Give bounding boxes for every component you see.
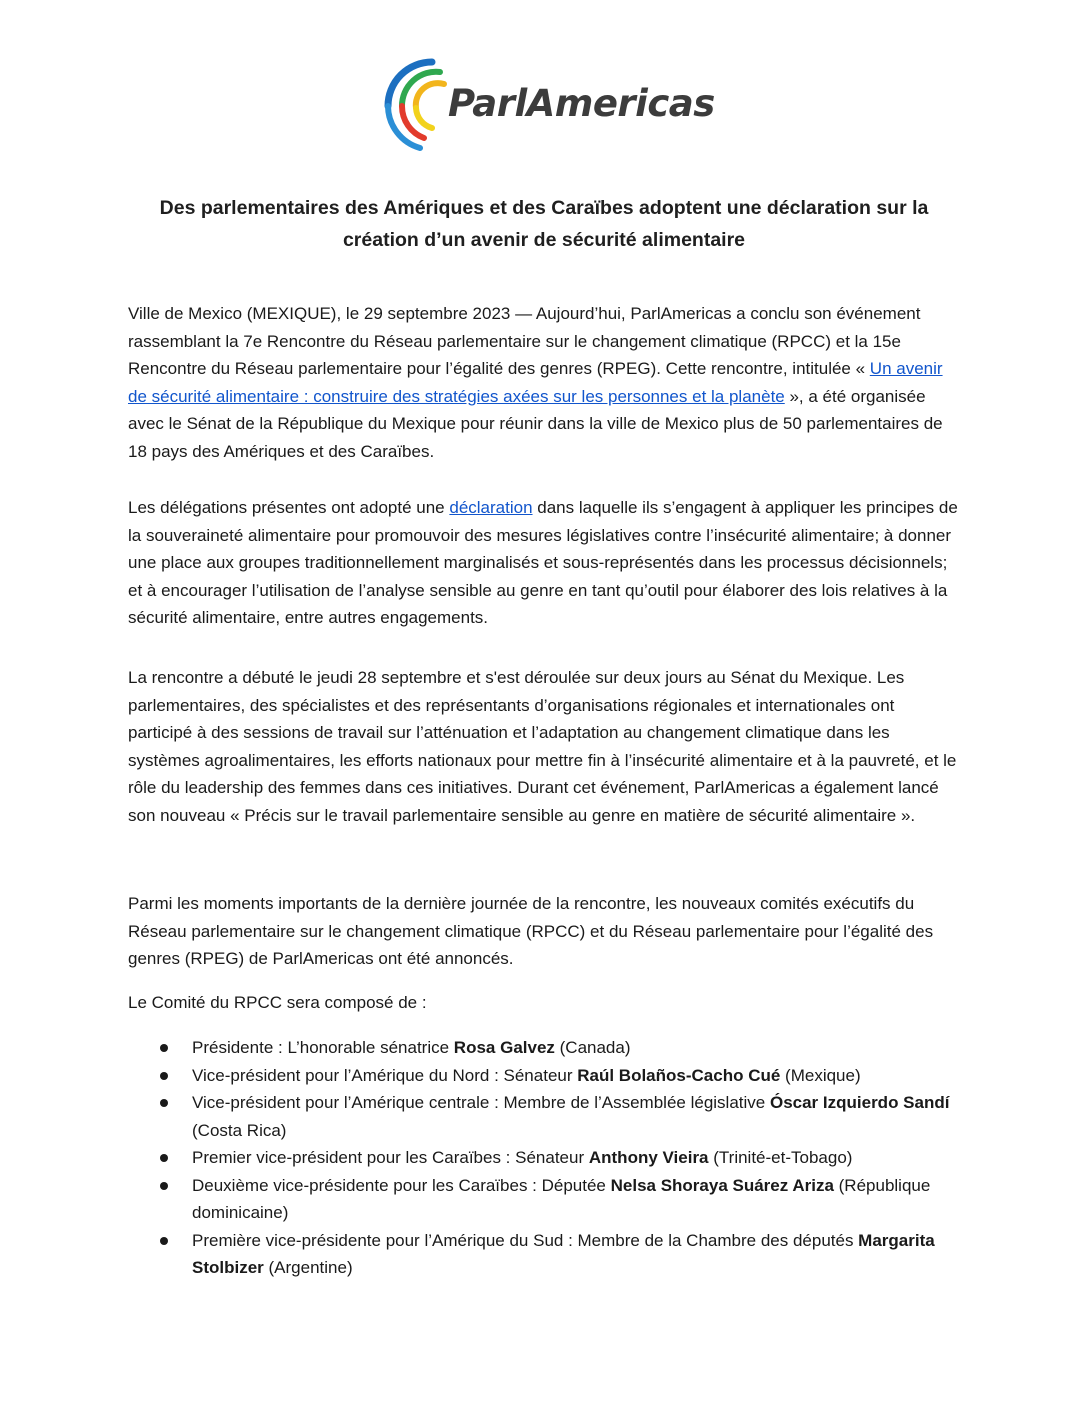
list-item: Deuxième vice-présidente pour les Caraïbes : Députée Nelsa Shoraya Suárez Ariza (République dominicaine) (128, 1172, 963, 1227)
paragraph-committee-intro: Le Comité du RPCC sera composé de : (128, 993, 427, 1012)
paragraph-meeting: La rencontre a débuté le jeudi 28 septembre et s'est déroulée sur deux jours au Sénat du Mexique. Les parlementaires, des spécialistes et des représentants d’organisations régionales et internationales ont participé à des sessions de travail sur l’atténuation et l’adaptation au changement climatique dans les systèmes agroalimentaires, les efforts nationaux pour mettre fin à l’insécurité alimentaire et à la pauvreté, et le rôle du leadership des femmes dans ces initiatives. Durant cet événement, ParlAmericas a également lancé son nouveau « Précis sur le travail parlementaire sensible au genre en matière de sécurité alimentaire ». (128, 668, 957, 825)
committee-member-list (128, 1034, 963, 1282)
list-item: Premier vice-président pour les Caraïbes : Sénateur Anthony Vieira (Trinité-et-Tobago) (128, 1144, 963, 1172)
event-title-link[interactable]: Un avenir de sécurité alimentaire : construire des stratégies axées sur les personnes et la planète (128, 359, 943, 406)
member-name: Nelsa Shoraya Suárez Ariza (610, 1175, 834, 1195)
member-name: Óscar Izquierdo Sandí (769, 1093, 950, 1112)
paragraph-committees: Parmi les moments importants de la dernière journée de la rencontre, les nouveaux comités exécutifs du Réseau parlementaire sur le changement climatique (RPCC) et du Réseau parlementaire pour l’égalité des genres (RPEG) de ParlAmericas ont été annoncés. (128, 894, 934, 968)
member-name: Margarita Stolbizer (192, 1230, 935, 1277)
paragraph-text: dans laquelle ils s’engagent à appliquer les principes de la souveraineté alimentaire pour promouvoir des mesures législatives contre l’insécurité alimentaire; à donner une place aux groupes traditionnellement marginalisés et sous-représentés dans les processus décisionnels; et à encourager l’utilisation de l’analyse sensible au genre en tant qu’outil pour élaborer des lois relatives à la sécurité alimentaire, entre autres engagements. (128, 498, 958, 627)
member-name: Rosa Galvez (453, 1038, 555, 1057)
paragraph-text: Ville de Mexico (MEXIQUE), le 29 septembre 2023 — Aujourd’hui, ParlAmericas a conclu son événement rassemblant la 7e Rencontre du Réseau parlementaire sur le changement climatique (RPCC) et la 15e Rencontre du Réseau parlementaire pour l’égalité des genres (RPEG). Cette rencontre, intitulée « (128, 304, 921, 378)
member-name: Anthony Vieira (588, 1148, 709, 1167)
paragraph-declaration (128, 494, 963, 632)
page-title: Des parlementaires des Amériques et des Caraïbes adoptent une déclaration sur la création d’un avenir de sécurité alimentaire (159, 197, 929, 251)
member-name: Raúl Bolaños-Cacho Cué (577, 1065, 781, 1085)
declaration-link[interactable]: déclaration (449, 498, 533, 517)
list-item: Présidente : L’honorable sénatrice Rosa Galvez (Canada) (128, 1034, 963, 1062)
paragraph-text: Les délégations présentes ont adopté une (128, 498, 450, 517)
list-item: Vice-président pour l’Amérique centrale : Membre de l’Assemblée législative Óscar Izquierdo Sandí (Costa Rica) (128, 1089, 963, 1144)
paragraph-text: », a été organisée avec le Sénat de la République du Mexique pour réunir dans la ville de Mexico plus de 50 parlementaires de 18 pays des Amériques et des Caraïbes. (128, 386, 943, 461)
parlamericas-logo (380, 56, 720, 156)
paragraph-intro (128, 300, 963, 465)
list-item: Vice-président pour l’Amérique du Nord : Sénateur Raúl Bolaños-Cacho Cué (Mexique) (128, 1062, 963, 1090)
logo-wordmark: ParlAmericas (448, 82, 715, 125)
list-item: Première vice-présidente pour l’Amérique du Sud : Membre de la Chambre des députés Margarita Stolbizer (Argentine) (128, 1227, 963, 1282)
